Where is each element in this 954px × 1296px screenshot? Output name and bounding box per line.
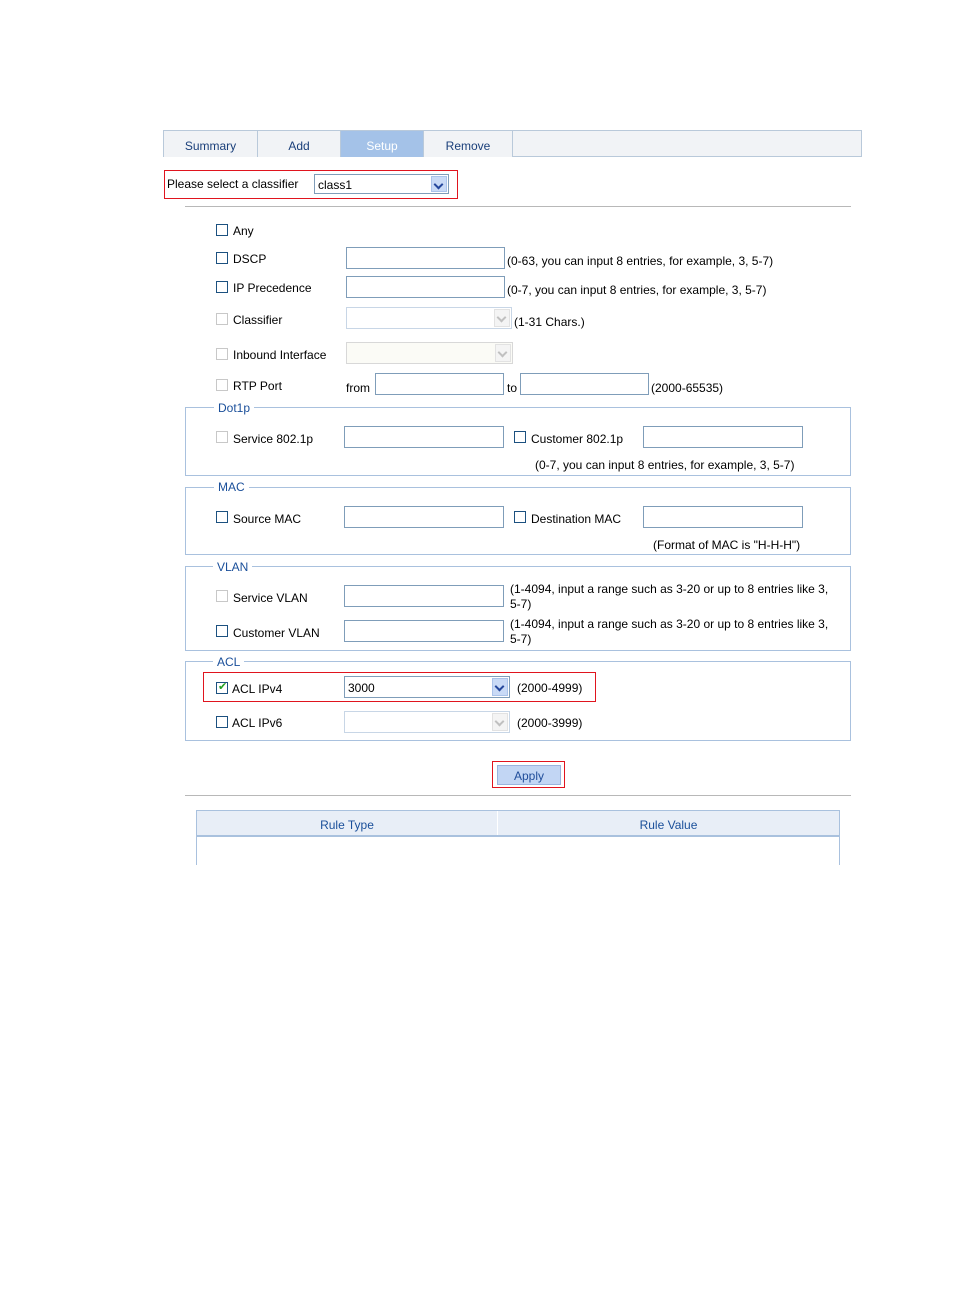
source-mac-input[interactable] <box>344 506 504 528</box>
chevron-down-icon[interactable] <box>494 309 510 327</box>
customer-vlan-hint-line2: 5-7) <box>510 632 532 646</box>
dot1p-legend: Dot1p <box>214 401 254 415</box>
service-8021p-checkbox[interactable] <box>216 431 228 443</box>
dscp-checkbox[interactable] <box>216 252 228 264</box>
ip-precedence-label: IP Precedence <box>233 281 312 295</box>
acl-ipv4-hint: (2000-4999) <box>517 681 583 695</box>
acl-ipv6-label: ACL IPv6 <box>232 716 283 730</box>
checkmark-icon: ✔ <box>218 681 228 693</box>
tab-remove[interactable]: Remove <box>424 131 513 157</box>
rules-table-header <box>197 811 839 837</box>
apply-button[interactable]: Apply <box>497 765 561 785</box>
service-8021p-label: Service 802.1p <box>233 432 314 446</box>
source-mac-label: Source MAC <box>233 512 302 526</box>
chevron-down-icon[interactable] <box>495 344 511 362</box>
customer-vlan-input[interactable] <box>344 620 504 642</box>
acl-legend: ACL <box>213 655 244 669</box>
chevron-down-icon[interactable] <box>492 713 508 731</box>
acl-ipv4-select[interactable] <box>344 676 510 698</box>
destination-mac-input[interactable] <box>643 506 803 528</box>
service-vlan-hint-line1: (1-4094, input a range such as 3-20 or up to 8 entries like 3, <box>510 582 829 596</box>
mac-hint: (Format of MAC is "H-H-H") <box>653 538 801 552</box>
inbound-interface-label: Inbound Interface <box>233 348 327 362</box>
classifier-select-label: Please select a classifier <box>167 177 299 191</box>
classifier-checkbox[interactable] <box>216 313 228 325</box>
ip-precedence-hint: (0-7, you can input 8 entries, for example, 3, 5-7) <box>507 283 767 297</box>
inbound-interface-checkbox[interactable] <box>216 348 228 360</box>
dot1p-hint: (0-7, you can input 8 entries, for example, 3, 5-7) <box>535 458 795 472</box>
service-vlan-checkbox[interactable] <box>216 590 228 602</box>
tab-summary[interactable]: Summary <box>164 131 258 157</box>
acl-ipv6-hint: (2000-3999) <box>517 716 583 730</box>
vlan-legend: VLAN <box>213 560 252 574</box>
rtp-port-label: RTP Port <box>233 379 282 393</box>
rtp-port-from-label: from <box>346 381 370 395</box>
tab-bar <box>163 130 862 157</box>
classifier-rule-select[interactable] <box>346 307 512 329</box>
any-label: Any <box>233 224 254 238</box>
acl-ipv6-checkbox[interactable] <box>216 716 228 728</box>
acl-ipv4-checkbox[interactable] <box>216 682 228 694</box>
tab-add[interactable]: Add <box>258 131 341 157</box>
mac-legend: MAC <box>214 480 249 494</box>
classifier-select[interactable] <box>314 174 449 194</box>
column-rule-type: Rule Type <box>197 811 498 835</box>
rtp-port-to-input[interactable] <box>520 373 649 395</box>
rtp-port-to-label: to <box>507 381 518 395</box>
customer-vlan-checkbox[interactable] <box>216 625 228 637</box>
chevron-down-icon[interactable] <box>431 176 447 192</box>
chevron-down-icon[interactable] <box>492 678 508 696</box>
customer-8021p-label: Customer 802.1p <box>531 432 624 446</box>
ip-precedence-input[interactable] <box>346 276 505 298</box>
rtp-port-from-input[interactable] <box>375 373 504 395</box>
customer-8021p-checkbox[interactable] <box>514 431 526 443</box>
divider <box>185 206 851 207</box>
rtp-port-checkbox[interactable] <box>216 379 228 391</box>
service-8021p-input[interactable] <box>344 426 504 448</box>
classifier-label: Classifier <box>233 313 283 327</box>
acl-ipv6-select[interactable] <box>344 711 510 733</box>
dscp-hint: (0-63, you can input 8 entries, for example, 3, 5-7) <box>507 254 774 268</box>
destination-mac-label: Destination MAC <box>531 512 622 526</box>
source-mac-checkbox[interactable] <box>216 511 228 523</box>
acl-ipv4-label: ACL IPv4 <box>232 682 283 696</box>
acl-ipv4-value: 3000 <box>348 681 375 695</box>
any-checkbox[interactable] <box>216 224 228 236</box>
column-rule-value: Rule Value <box>639 818 698 832</box>
classifier-hint: (1-31 Chars.) <box>514 315 585 329</box>
service-vlan-hint-line2: 5-7) <box>510 597 532 611</box>
rtp-port-hint: (2000-65535) <box>651 381 724 395</box>
inbound-interface-select[interactable] <box>346 342 513 364</box>
dscp-label: DSCP <box>233 252 267 266</box>
service-vlan-input[interactable] <box>344 585 504 607</box>
ip-precedence-checkbox[interactable] <box>216 281 228 293</box>
rules-table <box>196 810 840 865</box>
classifier-select-value: class1 <box>318 178 353 192</box>
service-vlan-label: Service VLAN <box>233 591 308 605</box>
customer-vlan-hint-line1: (1-4094, input a range such as 3-20 or up to 8 entries like 3, <box>510 617 829 631</box>
destination-mac-checkbox[interactable] <box>514 511 526 523</box>
divider <box>185 795 851 796</box>
dscp-input[interactable] <box>346 247 505 269</box>
tab-setup[interactable]: Setup <box>341 131 424 157</box>
customer-8021p-input[interactable] <box>643 426 803 448</box>
customer-vlan-label: Customer VLAN <box>233 626 320 640</box>
